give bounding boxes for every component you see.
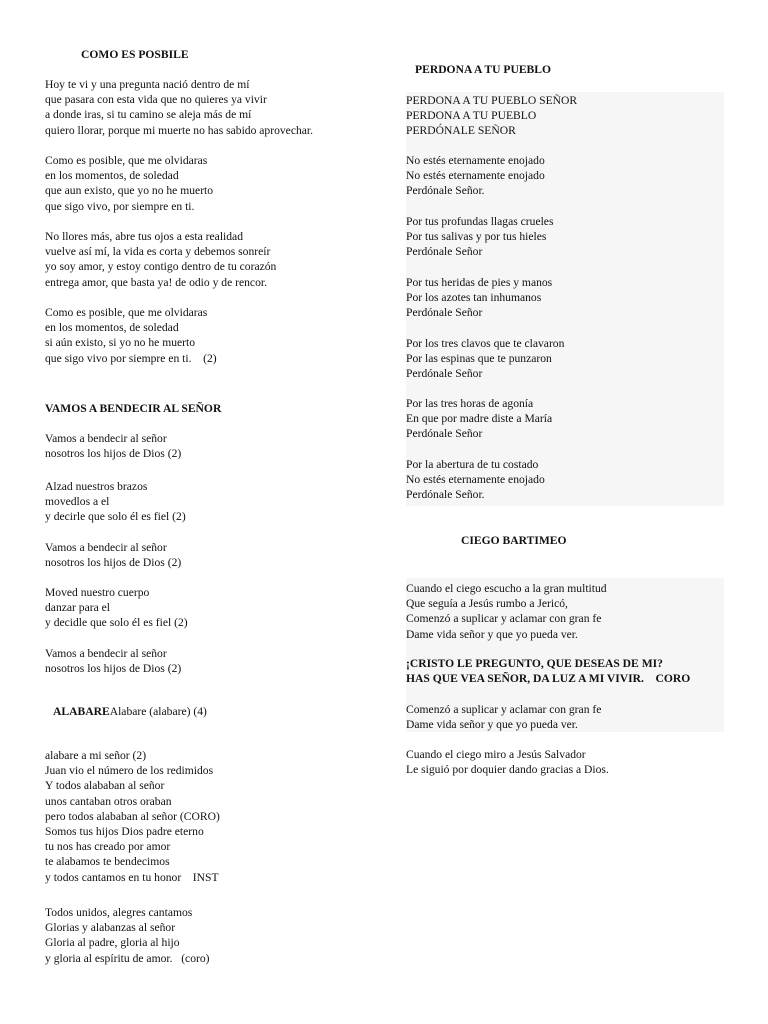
lyric-line: Glorias y alabanzas al señor — [45, 921, 176, 935]
lyric-line: a donde iras, si tu camino se aleja más de mí — [45, 108, 252, 122]
lyric-line: Perdónale Señor — [406, 427, 483, 441]
lyric-line: Por las espinas que te punzaron — [406, 352, 552, 366]
lyric-line: Vamos a bendecir al señor — [45, 647, 167, 660]
lyric-line: No llores más, abre tus ojos a esta realidad — [45, 230, 243, 243]
lyric-line: Vamos a bendecir al señor — [45, 432, 167, 445]
lyric-line: PERDONA A TU PUEBLO — [406, 109, 537, 123]
song-title-vamos-a-bendecir: VAMOS A BENDECIR AL SEÑOR — [45, 402, 222, 415]
lyric-line: Por los azotes tan inhumanos — [406, 291, 542, 305]
lyric-line: Moved nuestro cuerpo — [45, 586, 150, 599]
lyric-line: nosotros los hijos de Dios (2) — [45, 447, 182, 461]
lyric-line: y decidle que solo él es fiel (2) — [45, 616, 188, 630]
verse — [45, 479, 186, 525]
verse — [45, 153, 213, 214]
lyric-line: que aun existo, que yo no he muerto — [45, 184, 214, 198]
lyric-line: PERDÓNALE SEÑOR — [406, 124, 516, 138]
lyric-line: Perdónale Señor — [406, 245, 483, 259]
verse — [406, 93, 577, 139]
lyric-line: en los momentos, de soledad — [45, 169, 179, 183]
lyric-line: ¡CRISTO LE PREGUNTO, QUE DESEAS DE MI? — [406, 657, 663, 670]
lyric-line: nosotros los hijos de Dios (2) — [45, 662, 182, 676]
lyric-line: te alabamos te bendecimos — [45, 855, 170, 869]
song-title-alabare — [53, 704, 207, 719]
lyric-line: No estés eternamente enojado — [406, 154, 545, 167]
verse — [45, 646, 181, 676]
verse — [45, 229, 276, 290]
lyric-line: danzar para el — [45, 601, 111, 615]
lyric-line: que pasara con esta vida que no quieres ya vivir — [45, 93, 267, 107]
verse — [45, 77, 313, 138]
verse — [45, 305, 217, 366]
song-title-perdona-a-tu-pueblo: PERDONA A TU PUEBLO — [415, 63, 552, 76]
lyric-line: yo soy amor, y estoy contigo dentro de tu corazón — [45, 260, 277, 274]
lyric-line: y gloria al espíritu de amor. (coro) — [45, 951, 210, 965]
lyric-line: Por la abertura de tu costado — [406, 458, 539, 471]
lyric-line: entrega amor, que basta ya! de odio y de rencor. — [45, 275, 267, 289]
lyric-line: unos cantaban otros oraban — [45, 794, 172, 808]
verse — [45, 905, 210, 966]
lyric-line: pero todos alababan al señor (CORO) — [45, 809, 220, 823]
lyric-line: nosotros los hijos de Dios (2) — [45, 556, 182, 570]
song-title-como-es-posible: COMO ES POSBILE — [81, 48, 189, 61]
lyric-line: Cuando el ciego escucho a la gran multitud — [406, 582, 607, 595]
lyric-line: tu nos has creado por amor — [45, 840, 171, 854]
lyric-line: alabare a mi señor (2) — [45, 749, 147, 762]
verse — [406, 275, 552, 321]
lyric-line: Por tus profundas llagas crueles — [406, 215, 554, 228]
verse — [406, 336, 564, 382]
song-title-alabare-bold: ALABARE — [53, 705, 110, 718]
lyric-line: Gloria al padre, gloria al hijo — [45, 936, 180, 950]
lyric-line: No estés eternamente enojado — [406, 473, 545, 487]
lyric-line: que sigo vivo, por siempre en ti. — [45, 199, 195, 213]
lyric-line: Dame vida señor y que yo pueda ver. — [406, 718, 578, 732]
lyric-line: y todos cantamos en tu honor INST — [45, 870, 219, 884]
song-title-alabare-rest: Alabare (alabare) (4) — [109, 705, 207, 718]
lyric-line: Hoy te vi y una pregunta nació dentro de mí — [45, 78, 250, 91]
lyric-line: en los momentos, de soledad — [45, 321, 179, 335]
lyric-line: movedlos a el — [45, 495, 110, 509]
lyric-line: Vamos a bendecir al señor — [45, 541, 167, 554]
lyric-line: Que seguía a Jesús rumbo a Jericó, — [406, 597, 568, 611]
verse — [406, 747, 609, 777]
lyric-line: Perdónale Señor — [406, 367, 483, 381]
chorus — [406, 656, 690, 686]
lyric-line: Por tus salivas y por tus hieles — [406, 230, 547, 244]
lyric-line: Comenzó a suplicar y aclamar con gran fe — [406, 703, 602, 716]
lyric-line: Y todos alababan al señor — [45, 779, 165, 793]
song-title-ciego-bartimeo: CIEGO BARTIMEO — [461, 534, 567, 547]
lyric-line: Perdónale Señor. — [406, 488, 485, 502]
lyric-line: Comenzó a suplicar y aclamar con gran fe — [406, 612, 602, 626]
lyric-line: Cuando el ciego miro a Jesús Salvador — [406, 748, 586, 761]
lyric-line: si aún existo, si yo no he muerto — [45, 336, 196, 350]
lyric-line: En que por madre diste a María — [406, 412, 553, 426]
lyric-line: Somos tus hijos Dios padre eterno — [45, 824, 204, 838]
lyric-line: HAS QUE VEA SEÑOR, DA LUZ A MI VIVIR. CORO — [406, 672, 691, 686]
verse — [45, 540, 181, 570]
lyric-line: Juan vio el número de los redimidos — [45, 764, 214, 778]
verse — [406, 214, 553, 260]
lyric-line: Le siguió por doquier dando gracias a Dios. — [406, 763, 609, 777]
verse — [45, 431, 181, 461]
lyric-line: No estés eternamente enojado — [406, 169, 545, 183]
lyric-line: y decirle que solo él es fiel (2) — [45, 510, 186, 524]
lyric-line: Todos unidos, alegres cantamos — [45, 906, 193, 919]
verse — [406, 581, 607, 642]
lyric-line: Por las tres horas de agonía — [406, 397, 534, 410]
lyric-line: Por tus heridas de pies y manos — [406, 276, 553, 289]
verse — [45, 748, 220, 885]
lyric-line: Perdónale Señor. — [406, 184, 485, 198]
lyric-line: Dame vida señor y que yo pueda ver. — [406, 627, 578, 641]
lyric-line: Perdónale Señor — [406, 306, 483, 320]
lyric-line: Como es posible, que me olvidaras — [45, 306, 208, 319]
lyric-line: vuelve así mí, la vida es corta y debemos sonreír — [45, 245, 271, 259]
lyric-line: Por los tres clavos que te clavaron — [406, 337, 565, 350]
verse — [45, 585, 188, 631]
verse — [406, 457, 545, 503]
lyric-line: Alzad nuestros brazos — [45, 480, 148, 493]
lyric-line: PERDONA A TU PUEBLO SEÑOR — [406, 94, 578, 107]
verse — [406, 702, 601, 732]
lyric-line: que sigo vivo por siempre en ti. (2) — [45, 351, 217, 365]
verse — [406, 153, 545, 199]
lyric-line: quiero llorar, porque mi muerte no has sabido aprovechar. — [45, 123, 314, 137]
lyric-line: Como es posible, que me olvidaras — [45, 154, 208, 167]
verse — [406, 396, 552, 442]
